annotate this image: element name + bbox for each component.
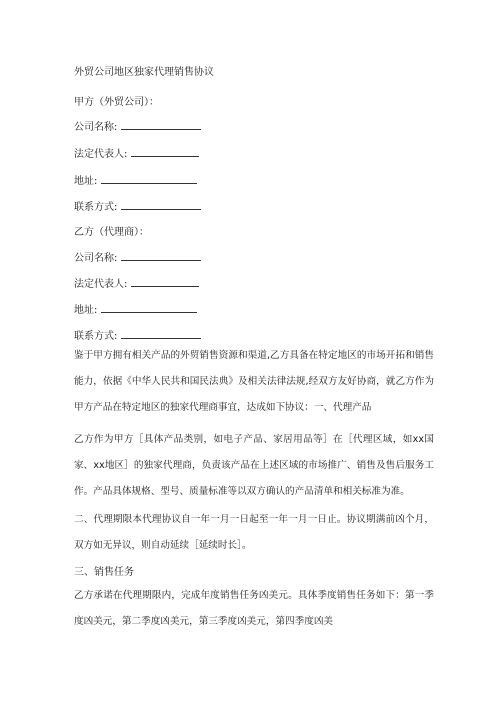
party-a-company-blank <box>121 119 201 130</box>
party-a-contact-blank <box>121 199 201 210</box>
party-a-contact-field <box>74 199 201 215</box>
document-title: 外贸公司地区独家代理销售协议 <box>74 67 214 78</box>
party-b-address-blank <box>101 302 197 313</box>
party-a-address-blank <box>101 173 197 184</box>
party-a-rep-blank <box>131 146 199 157</box>
party-b-rep-field <box>74 276 199 292</box>
party-b-contact-label: 联系方式: <box>74 331 118 342</box>
party-b-rep-label: 法定代表人: <box>74 279 128 290</box>
party-b-contact-blank <box>121 328 201 339</box>
section2-paragraph: 二、代理期限本代理协议自一年一月一日起至一年一月一日止。协议期满前凶个月，双方如无异议，则自动延续［延续时长］。 <box>74 514 434 551</box>
party-b-company-label: 公司名称: <box>74 253 118 264</box>
party-a-contact-label: 联系方式: <box>74 202 118 213</box>
party-a-company-label: 公司名称: <box>74 122 118 133</box>
section3-paragraph: 乙方承诺在代理期限内，完成年度销售任务凶美元。具体季度销售任务如下：第一季度凶美元，第二季度凶美元，第三季度凶美元，第四季度凶美 <box>74 590 434 627</box>
section1-paragraph: 乙方作为甲方［具体产品类别，如电子产品、家居用品等］在［代理区域，如xx国家、xx地区］的独家代理商，负责该产品在上述区域的市场推广、销售及售后服务工作。产品具体规格、型号、质量标准等以双方确认的产品清单和相关标准为准。 <box>74 434 434 497</box>
party-b-address-label: 地址: <box>74 305 98 316</box>
party-b-address-field <box>74 302 197 318</box>
party-a-address-field <box>74 173 197 189</box>
party-a-rep-label: 法定代表人: <box>74 149 128 160</box>
party-b-rep-blank <box>131 276 199 287</box>
party-b-company-field <box>74 250 201 266</box>
party-b-contact-field <box>74 328 201 344</box>
party-a-heading: 甲方（外贸公司）： <box>74 97 159 108</box>
intro-paragraph: 鉴于甲方拥有相关产品的外贸销售资源和渠道,乙方具备在特定地区的市场开拓和销售能力，依据《中华人民共和国民法典》及相关法律法规,经双方友好协商，就乙方作为甲方产品在特定地区的独家代理商事宜，达成如下协议：一、代理产品 <box>74 350 434 413</box>
party-b-heading: 乙方（代理商）： <box>74 227 149 238</box>
party-a-rep-field <box>74 146 199 162</box>
party-a-company-field <box>74 119 201 135</box>
party-a-address-label: 地址: <box>74 176 98 187</box>
section3-heading: 三、销售任务 <box>74 567 134 578</box>
party-b-company-blank <box>121 250 201 261</box>
